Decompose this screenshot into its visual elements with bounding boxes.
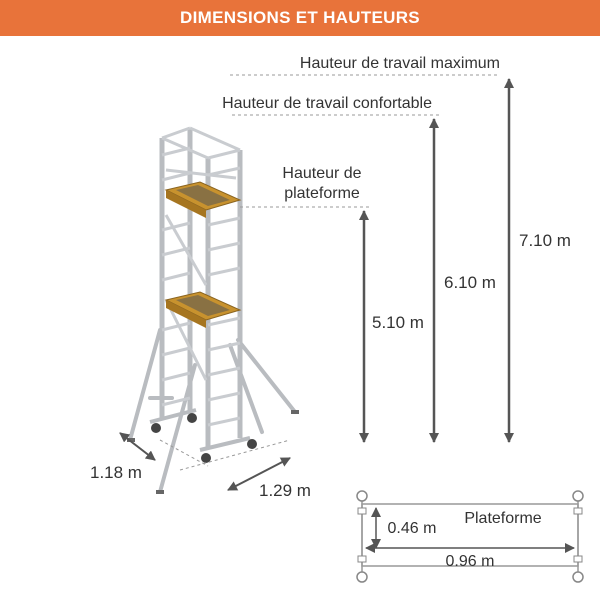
comfort-height-label: Hauteur de travail confortable: [222, 95, 432, 112]
scaffold-illustration: [127, 128, 299, 494]
max-height-label: Hauteur de travail maximum: [299, 55, 500, 72]
platform-height-label-line2: plateforme: [284, 185, 360, 202]
tower-rungs: [162, 128, 240, 425]
plan-width-value: 0.96 m: [445, 553, 495, 570]
platform-height-label-line1: Hauteur de: [282, 165, 362, 182]
upper-platform: [166, 182, 240, 218]
plan-title: Plateforme: [464, 510, 542, 527]
plan-depth-value: 0.46 m: [387, 520, 437, 537]
max-height-value: 7.10 m: [519, 231, 571, 250]
platform-height-value: 5.10 m: [372, 313, 424, 332]
header-title: DIMENSIONS ET HAUTEURS: [180, 8, 420, 27]
base-depth-arrow: [120, 433, 155, 460]
comfort-height-value: 6.10 m: [444, 273, 496, 292]
base-depth-value: 1.18 m: [90, 463, 142, 482]
base-width-value: 1.29 m: [259, 481, 311, 500]
